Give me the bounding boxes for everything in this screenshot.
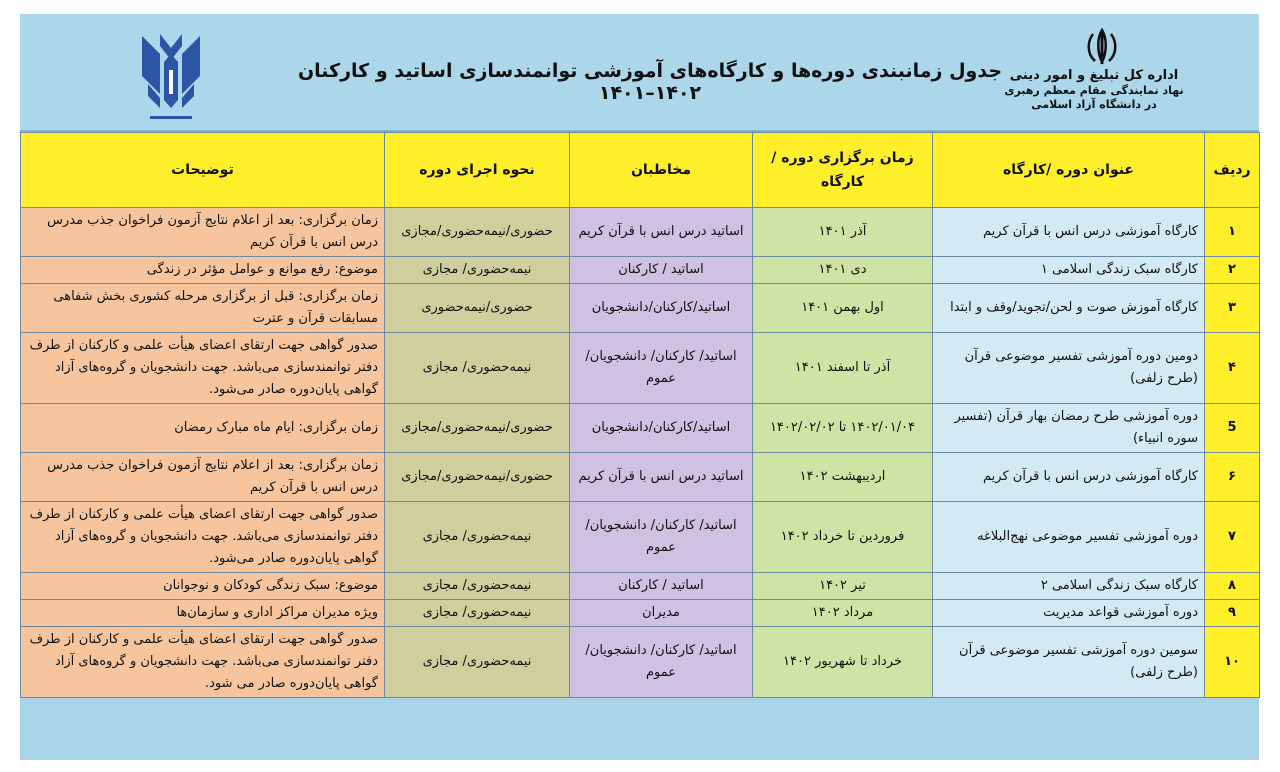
- cell-notes: زمان برگزاری: قبل از برگزاری مرحله کشوری بخش شفاهی مسابقات قرآن و عترت: [21, 284, 385, 333]
- table-row: [21, 404, 1260, 453]
- col-header-mode: نحوه اجرای دوره: [385, 133, 570, 208]
- organization-name: [979, 68, 1209, 111]
- cell-audience: اساتید/کارکنان/دانشجویان: [570, 284, 753, 333]
- cell-notes: صدور گواهی جهت ارتقای اعضای هیأت علمی و کارکنان از طرف دفتر توانمندسازی می‌باشد. جهت دانشجویان و گروه‌های آزاد گواهی پایان‌دوره صادر می شود.: [21, 627, 385, 698]
- cell-course: کارگاه سبک زندگی اسلامی ۲: [933, 573, 1205, 600]
- cell-time: دی ۱۴۰۱: [753, 257, 933, 284]
- document-frame: [20, 14, 1259, 760]
- cell-index: ۲: [1205, 257, 1260, 284]
- table-row: [21, 502, 1260, 573]
- university-logo-icon: [136, 26, 206, 124]
- cell-time: مرداد ۱۴۰۲: [753, 600, 933, 627]
- cell-mode: حضوری/نیمه‌حضوری/مجازی: [385, 208, 570, 257]
- cell-mode: نیمه‌حضوری/ مجازی: [385, 600, 570, 627]
- cell-index: ۷: [1205, 502, 1260, 573]
- cell-index: ۹: [1205, 600, 1260, 627]
- cell-course: کارگاه آموزش صوت و لحن/تجوید/وقف و ابتدا: [933, 284, 1205, 333]
- cell-mode: نیمه‌حضوری/ مجازی: [385, 502, 570, 573]
- cell-time: فروردین تا خرداد ۱۴۰۲: [753, 502, 933, 573]
- cell-audience: اساتید/ کارکنان/ دانشجویان/عموم: [570, 627, 753, 698]
- cell-course: کارگاه آموزشی درس انس با قرآن کریم: [933, 453, 1205, 502]
- cell-mode: حضوری/نیمه‌حضوری: [385, 284, 570, 333]
- cell-time: اردیبهشت ۱۴۰۲: [753, 453, 933, 502]
- cell-time: آذر ۱۴۰۱: [753, 208, 933, 257]
- cell-index: 5: [1205, 404, 1260, 453]
- cell-notes: صدور گواهی جهت ارتقای اعضای هیأت علمی و کارکنان از طرف دفتر توانمندسازی می‌باشد. جهت دانشجویان و گروه‌های آزاد گواهی پایان‌دوره صادر می‌شود.: [21, 502, 385, 573]
- cell-course: دوره آموزشی قواعد مدیریت: [933, 600, 1205, 627]
- cell-time: تیر ۱۴۰۲: [753, 573, 933, 600]
- table-row: [21, 573, 1260, 600]
- org-line-1: اداره کل تبلیغ و امور دینی: [1009, 68, 1179, 83]
- cell-index: ۴: [1205, 333, 1260, 404]
- cell-index: ۱۰: [1205, 627, 1260, 698]
- col-header-audience: مخاطبان: [570, 133, 753, 208]
- cell-audience: اساتید / کارکنان: [570, 257, 753, 284]
- header: [20, 14, 1259, 132]
- page-title: جدول زمانبندی دوره‌ها و کارگاه‌های آموزشی توانمندسازی اساتید و کارکنان ۱۴۰۲–۱۴۰۱: [297, 60, 1003, 104]
- cell-notes: موضوع: رفع موانع و عوامل مؤثر در زندگی: [21, 257, 385, 284]
- org-line-3: در دانشگاه آزاد اسلامی: [1031, 98, 1157, 111]
- cell-course: دوره آموزشی طرح رمضان بهار قرآن (تفسیر سوره انبیاء): [933, 404, 1205, 453]
- cell-index: ۶: [1205, 453, 1260, 502]
- cell-mode: نیمه‌حضوری/ مجازی: [385, 257, 570, 284]
- table-row: [21, 627, 1260, 698]
- cell-audience: اساتید/ کارکنان/ دانشجویان/عموم: [570, 502, 753, 573]
- cell-notes: موضوع: سبک زندگی کودکان و نوجوانان: [21, 573, 385, 600]
- cell-notes: زمان برگزاری: بعد از اعلام نتایج آزمون فراخوان جذب مدرس درس انس با قرآن کریم: [21, 453, 385, 502]
- cell-notes: ویژه مدیران مراکز اداری و سازمان‌ها: [21, 600, 385, 627]
- col-header-time: زمان برگزاری دوره /کارگاه: [753, 133, 933, 208]
- cell-notes: زمان برگزاری: بعد از اعلام نتایج آزمون فراخوان جذب مدرس درس انس با قرآن کریم: [21, 208, 385, 257]
- cell-course: کارگاه سبک زندگی اسلامی ۱: [933, 257, 1205, 284]
- cell-index: ۳: [1205, 284, 1260, 333]
- table-row: [21, 208, 1260, 257]
- cell-notes: صدور گواهی جهت ارتقای اعضای هیأت علمی و کارکنان از طرف دفتر توانمندسازی می‌باشد. جهت دانشجویان و گروه‌های آزاد گواهی پایان‌دوره صادر می‌شود.: [21, 333, 385, 404]
- cell-mode: حضوری/نیمه‌حضوری/مجازی: [385, 404, 570, 453]
- cell-mode: نیمه‌حضوری/ مجازی: [385, 573, 570, 600]
- col-header-course: عنوان دوره /کارگاه: [933, 133, 1205, 208]
- cell-mode: نیمه‌حضوری/ مجازی: [385, 627, 570, 698]
- cell-index: ۱: [1205, 208, 1260, 257]
- cell-mode: نیمه‌حضوری/ مجازی: [385, 333, 570, 404]
- cell-course: دومین دوره آموزشی تفسیر موضوعی قرآن (طرح زلفی): [933, 333, 1205, 404]
- table-row: [21, 257, 1260, 284]
- emblem-icon: [1085, 28, 1119, 66]
- col-header-index: ردیف: [1205, 133, 1260, 208]
- schedule-table: [20, 132, 1260, 698]
- cell-time: اول بهمن ۱۴۰۱: [753, 284, 933, 333]
- cell-index: ۸: [1205, 573, 1260, 600]
- cell-audience: اساتید/ کارکنان/ دانشجویان/عموم: [570, 333, 753, 404]
- cell-time: آذر تا اسفند ۱۴۰۱: [753, 333, 933, 404]
- cell-course: کارگاه آموزشی درس انس با قرآن کریم: [933, 208, 1205, 257]
- table-row: [21, 600, 1260, 627]
- cell-time: ۱۴۰۲/۰۱/۰۴ تا ۱۴۰۲/۰۲/۰۲: [753, 404, 933, 453]
- cell-audience: اساتید درس انس با قرآن کریم: [570, 208, 753, 257]
- cell-course: دوره آموزشی تفسیر موضوعی نهج‌البلاغه: [933, 502, 1205, 573]
- cell-time: خرداد تا شهریور ۱۴۰۲: [753, 627, 933, 698]
- cell-course: سومین دوره آموزشی تفسیر موضوعی قرآن (طرح زلفی): [933, 627, 1205, 698]
- cell-audience: اساتید درس انس با قرآن کریم: [570, 453, 753, 502]
- cell-audience: اساتید / کارکنان: [570, 573, 753, 600]
- org-line-2: نهاد نمایندگی مقام معظم رهبری: [1004, 84, 1184, 97]
- col-header-notes: توضیحات: [21, 133, 385, 208]
- table-row: [21, 453, 1260, 502]
- cell-notes: زمان برگزاری: ایام ماه مبارک رمضان: [21, 404, 385, 453]
- table-row: [21, 333, 1260, 404]
- cell-audience: اساتید/کارکنان/دانشجویان: [570, 404, 753, 453]
- table-row: [21, 284, 1260, 333]
- cell-audience: مدیران: [570, 600, 753, 627]
- cell-mode: حضوری/نیمه‌حضوری/مجازی: [385, 453, 570, 502]
- table-header-row: [21, 133, 1260, 208]
